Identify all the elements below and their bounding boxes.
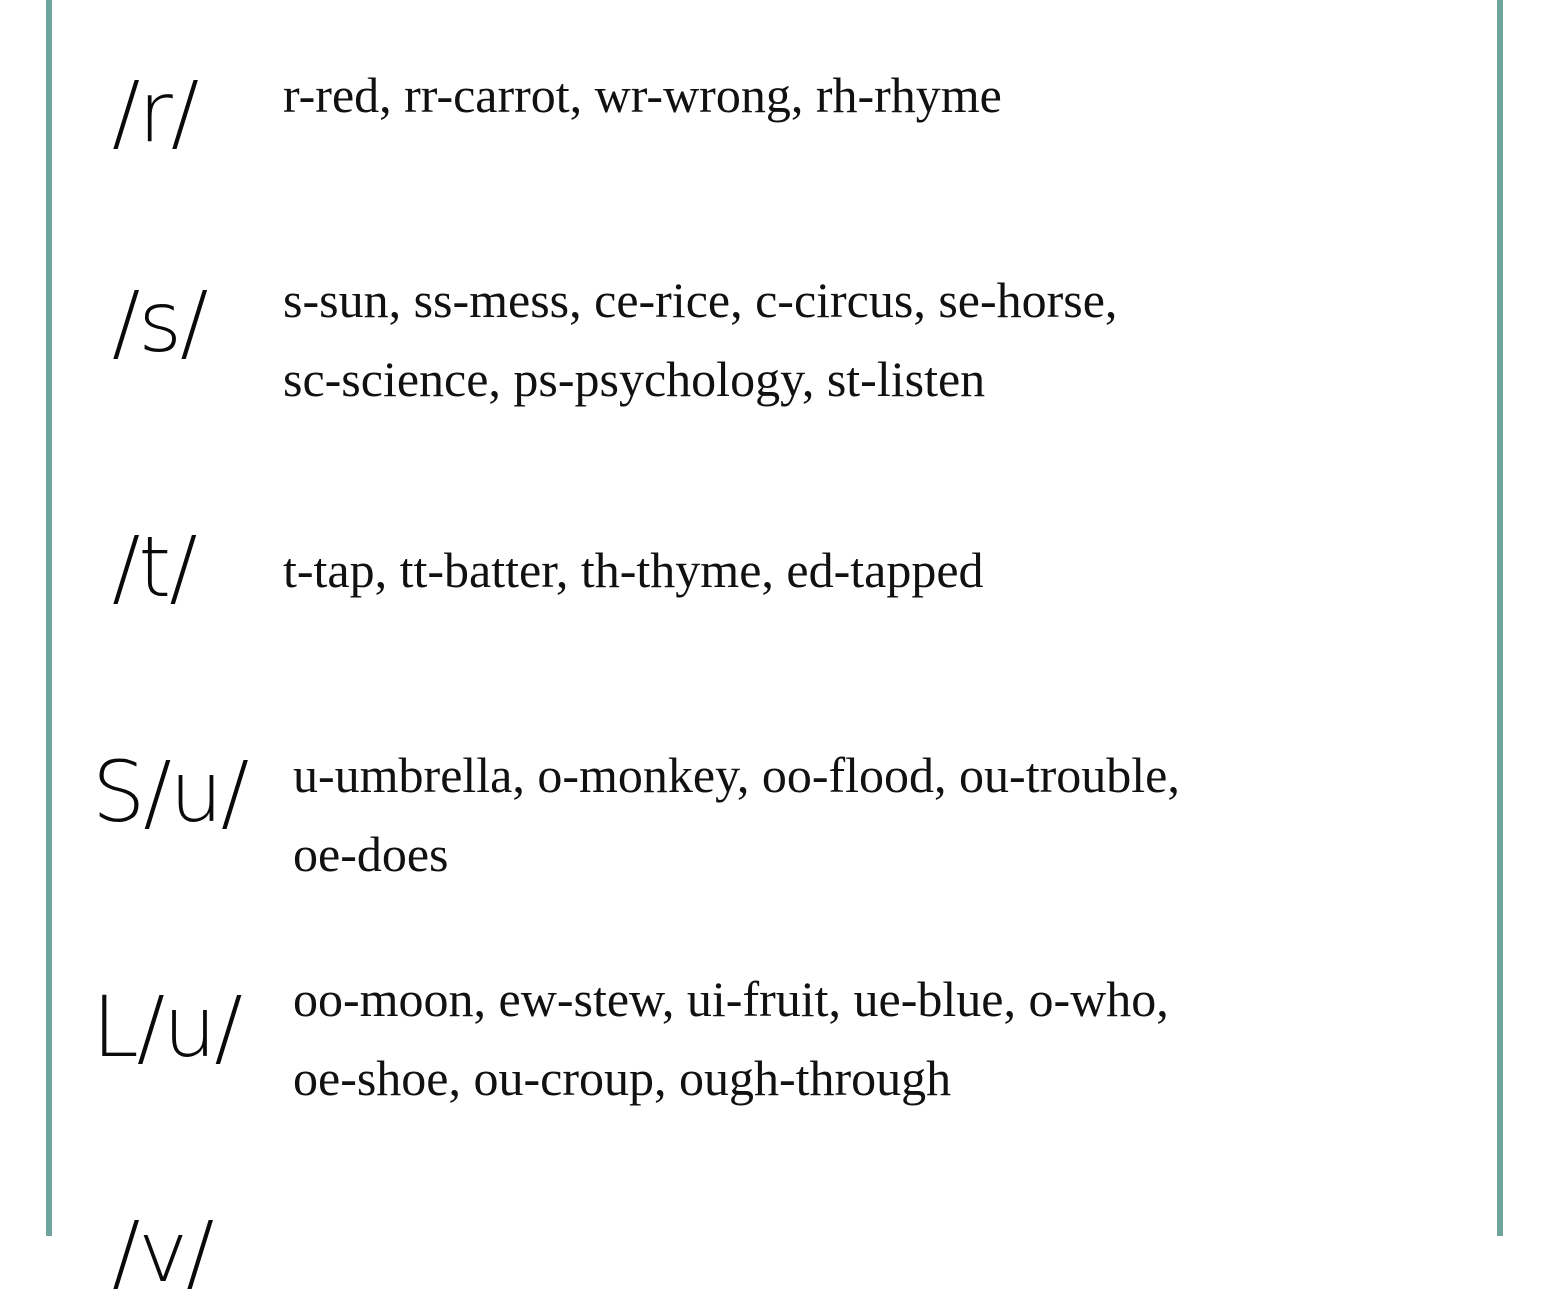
sound-symbol: /r/ [112, 63, 198, 161]
example-line: r-red, rr-carrot, wr-wrong, rh-rhyme [283, 67, 1002, 123]
example-line: t-tap, tt-batter, th-thyme, ed-tapped [283, 542, 984, 598]
sound-symbol: /t/ [112, 518, 196, 616]
sound-examples [293, 960, 1169, 1118]
example-line: oe-shoe, ou-croup, ough-through [293, 1050, 952, 1106]
example-line: u-umbrella, o-monkey, oo-flood, ou-trouble, [293, 747, 1180, 803]
frame-right-border [1497, 0, 1503, 1236]
example-line: oe-does [293, 826, 449, 882]
sound-symbol: /s/ [112, 273, 207, 371]
sound-examples [283, 261, 1117, 419]
frame-left-border [46, 0, 52, 1236]
example-line: oo-moon, ew-stew, ui-fruit, ue-blue, o-who, [293, 971, 1169, 1027]
sound-symbol: L/u/ [92, 978, 241, 1076]
sound-examples [293, 736, 1180, 894]
sound-examples [283, 56, 1002, 135]
sound-symbol: S/u/ [92, 743, 248, 841]
sound-examples [283, 531, 984, 610]
sound-symbol: /v/ [112, 1203, 213, 1301]
example-line: sc-science, ps-psychology, st-listen [283, 351, 986, 407]
example-line: s-sun, ss-mess, ce-rice, c-circus, se-horse, [283, 272, 1118, 328]
